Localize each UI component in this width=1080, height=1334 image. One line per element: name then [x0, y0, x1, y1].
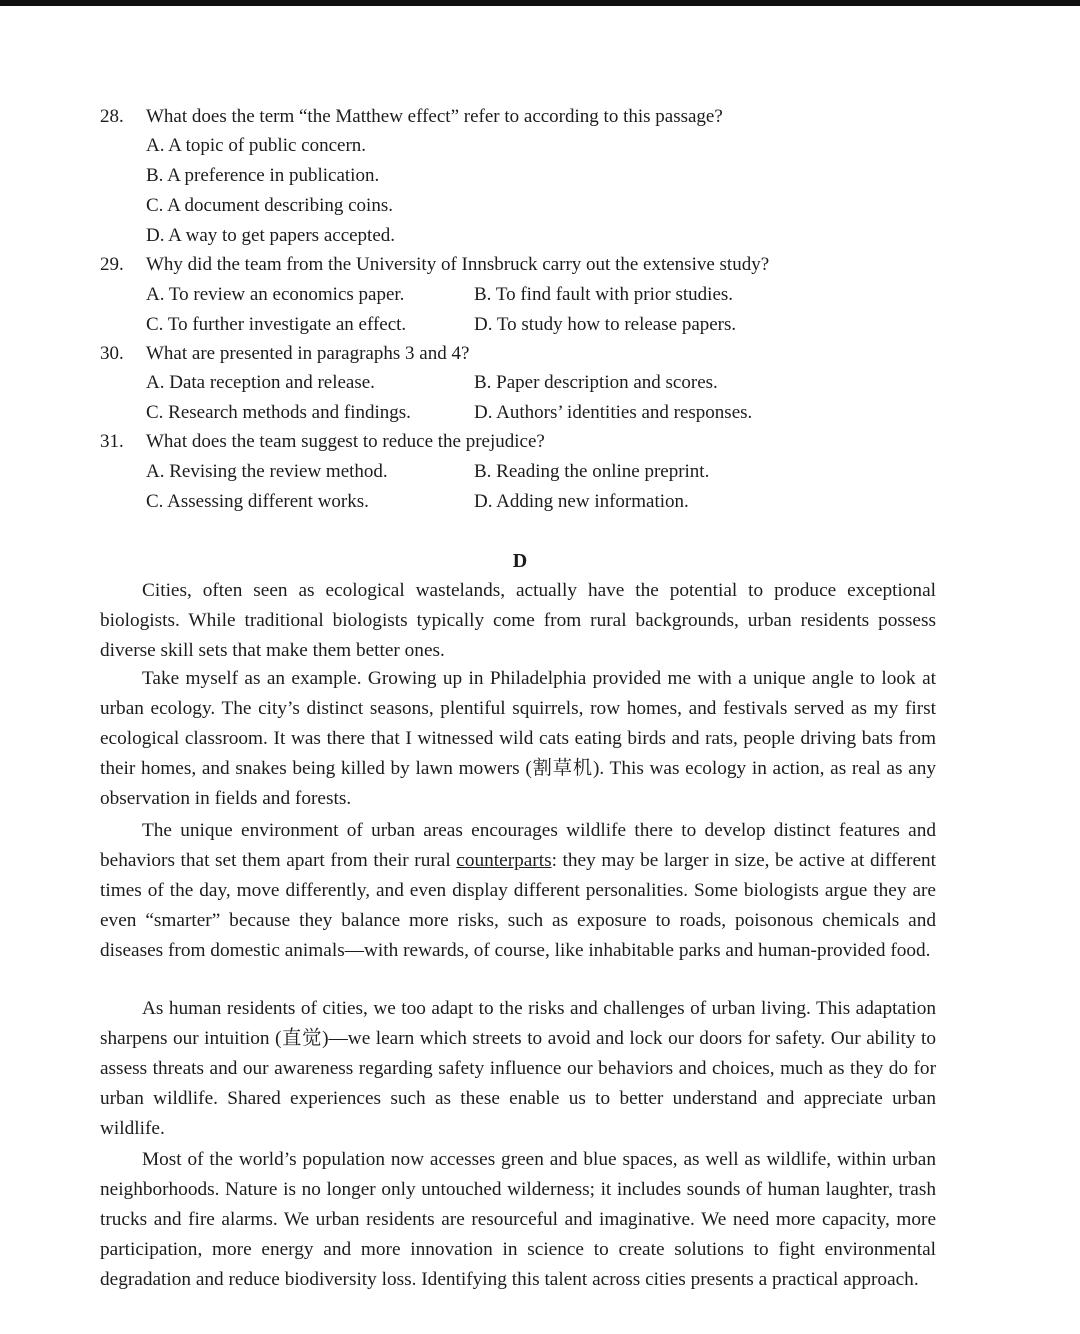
question-30-option-d: D. Authors’ identities and responses. — [474, 402, 753, 423]
question-31-option-c: C. Assessing different works. — [146, 491, 369, 512]
question-29-option-a: A. To review an economics paper. — [146, 284, 405, 305]
question-30-option-c: C. Research methods and findings. — [146, 402, 411, 423]
passage-paragraph-3 — [100, 816, 936, 966]
question-number: 31. — [100, 431, 124, 452]
question-29-option-d: D. To study how to release papers. — [474, 314, 737, 335]
question-28-option-d: D. A way to get papers accepted. — [146, 225, 396, 246]
passage-paragraph-1: Cities, often seen as ecological wastelands, actually have the potential to produce exceptional biologists. While traditional biologists typically come from rural backgrounds, urban residents possess diverse skill sets that make them better ones. — [100, 580, 936, 662]
question-31-option-a: A. Revising the review method. — [146, 461, 388, 482]
question-30-option-b: B. Paper description and scores. — [474, 372, 718, 393]
question-29-stem — [100, 254, 769, 276]
question-28-option-a: A. A topic of public concern. — [146, 135, 367, 156]
question-31-stem — [100, 431, 545, 453]
passage-paragraph-5: Most of the world’s population now accesses green and blue spaces, as well as wildlife, within urban neighborhoods. Nature is no longer only untouched wilderness; it includes sounds of human laughter, trash trucks and fire alarms. We urban residents are resourceful and imaginative. We need more capacity, more participation, more energy and more innovation in science to create solutions to fight environmental degradation and reduce biodiversity loss. Identifying this talent across cities presents a practical approach. — [100, 1149, 936, 1291]
question-text: What are presented in paragraphs 3 and 4? — [146, 343, 470, 364]
question-29-option-c: C. To further investigate an effect. — [146, 314, 407, 335]
underlined-word: counterparts — [456, 850, 552, 872]
question-31-option-d: D. Adding new information. — [474, 491, 689, 512]
question-28-stem — [100, 106, 723, 128]
paragraph-text-after: : they may be larger in size, be active at different times of the day, move differently, and even display different personalities. Some biologists argue they are even “smarter” because they balance more risks, such as exposure to roads, poisonous chemicals and diseases from domestic animals—with rewards, of course, like inhabitable parks and human-provided food. — [100, 850, 936, 962]
question-28-option-c: C. A document describing coins. — [146, 195, 393, 216]
question-31-option-b: B. Reading the online preprint. — [474, 461, 710, 482]
question-30-option-a: A. Data reception and release. — [146, 372, 375, 393]
passage-paragraph-2: Take myself as an example. Growing up in Philadelphia provided me with a unique angle to look at urban ecology. The city’s distinct seasons, plentiful squirrels, row homes, and festivals served as my first ecological classroom. It was there that I witnessed wild cats eating birds and rats, people driving bats from their homes, and snakes being killed by lawn mowers (割草机). This was ecology in action, as real as any observation in fields and forests. — [100, 668, 936, 810]
question-text: What does the team suggest to reduce the prejudice? — [146, 431, 545, 452]
passage-paragraph-4: As human residents of cities, we too adapt to the risks and challenges of urban living. This adaptation sharpens our intuition (直觉)—we learn which streets to avoid and lock our doors for safety. Our ability to assess threats and our awareness regarding safety influence our behaviors and choices, much as they do for urban wildlife. Shared experiences such as these enable us to better understand and appreciate urban wildlife. — [100, 998, 936, 1140]
section-title: D — [512, 550, 528, 572]
question-number: 30. — [100, 343, 124, 364]
paragraph-text-before: The unique environment of urban areas encourages wildlife there to develop distinct features and behaviors that set them apart from their rural — [100, 820, 936, 872]
question-text: What does the term “the Matthew effect” refer to according to this passage? — [146, 106, 723, 127]
question-29-option-b: B. To find fault with prior studies. — [474, 284, 734, 305]
question-number: 29. — [100, 254, 124, 275]
question-text: Why did the team from the University of Innsbruck carry out the extensive study? — [146, 254, 770, 275]
question-number: 28. — [100, 106, 124, 127]
question-30-stem — [100, 343, 469, 365]
question-28-option-b: B. A preference in publication. — [146, 165, 380, 186]
